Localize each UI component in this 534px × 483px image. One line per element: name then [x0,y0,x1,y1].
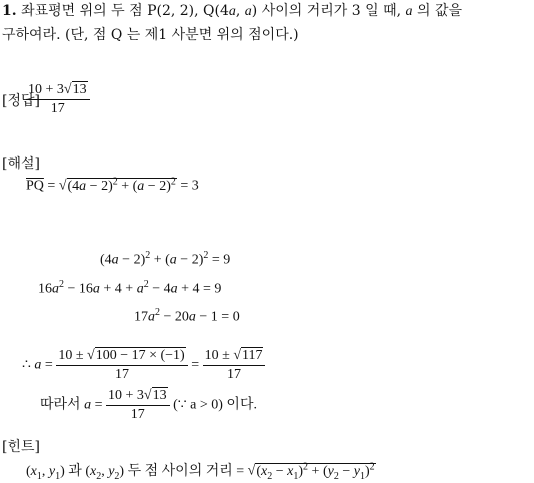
sqrt-icon: √117 [233,348,263,363]
problem-line-1 [2,2,462,21]
final-answer: 따라서 a = $\frac{10 + 3√13}{17}$ (∵ a > 0) 이다. [40,388,257,422]
numerator-prefix: 10 ± [58,348,88,363]
hint-connector: 과 [68,464,82,479]
answer-label: [정답] [2,93,40,109]
problem-text-c: 의 값을 [416,3,462,19]
answer-denominator: 17 [50,101,65,116]
hint-formula: ($x_1$, $y_1$) 과 ($x_2$, $y_2$) 두 점 사이의 거리 = $√(x_2 - x_1)^2 + (y_2 - y_1)^2$ [26,461,375,482]
sqrt-icon: √13 [63,82,87,97]
answer-numerator: 10 + 3 [28,82,64,97]
problem-text-b: ) 사이의 거리가 3 일 때, [251,3,402,19]
denominator-2: 17 [227,367,242,382]
radicand: 100 − 17 × (−1) [95,348,185,363]
equation-3: $17a^2 - 20a - 1 = 0$ [134,307,240,325]
var-a: a [405,4,413,19]
distance-value: = 3 [180,178,199,194]
solution-label: [해설] [2,156,40,172]
denominator: 17 [115,367,130,382]
equation-1: $(4a - 2)^2 + (a - 2)^2 = 9$ [100,250,231,268]
numerator-prefix-2: 10 ± [204,348,234,363]
equation-2: $16a^2 - 16a + 4 + a^2 - 4a + 4 = 9$ [38,279,222,297]
var-a: a [244,4,252,19]
problem-text-a: 좌표평면 위의 두 점 P(2, 2), Q(4 [21,3,229,19]
final-condition: (∵ a > 0) 이다. [173,397,257,413]
sqrt-icon: √100 − 17 × (−1) [87,348,185,363]
sqrt-icon: √13 [143,388,167,403]
quadratic-solution: ∴ a = $\frac{10 \pm √100 - 17 \times (-1)}{17}$ = $\frac{10 \pm √117}{17}$ [22,348,265,383]
distance-formula: $\overline{PQ} = √(4a - 2)^2 + (a - 2)^2 = 3$ [26,176,199,194]
answer-radicand: 13 [72,82,87,97]
hint-label: [힌트] [2,439,40,455]
hint-text: 두 점 사이의 거리 = [127,464,245,479]
segment-pq: $\overline{PQ}$ [26,178,44,194]
final-label: 따라서 [40,397,81,413]
answer-fraction [26,82,90,117]
problem-line-2: 구하여라. (단, 점 Q 는 제1 사분면 위의 점이다.) [2,27,299,43]
problem-number: 1. [2,3,17,19]
problem-comma: , [235,3,245,19]
radicand-2: 117 [242,348,263,363]
sqrt-icon: $√(x_2 - x_1)^2 + (y_2 - y_1)^2$ [247,461,375,482]
var-a: a [228,4,236,19]
sqrt-icon: $√(4a - 2)^2 + (a - 2)^2$ [58,176,176,194]
